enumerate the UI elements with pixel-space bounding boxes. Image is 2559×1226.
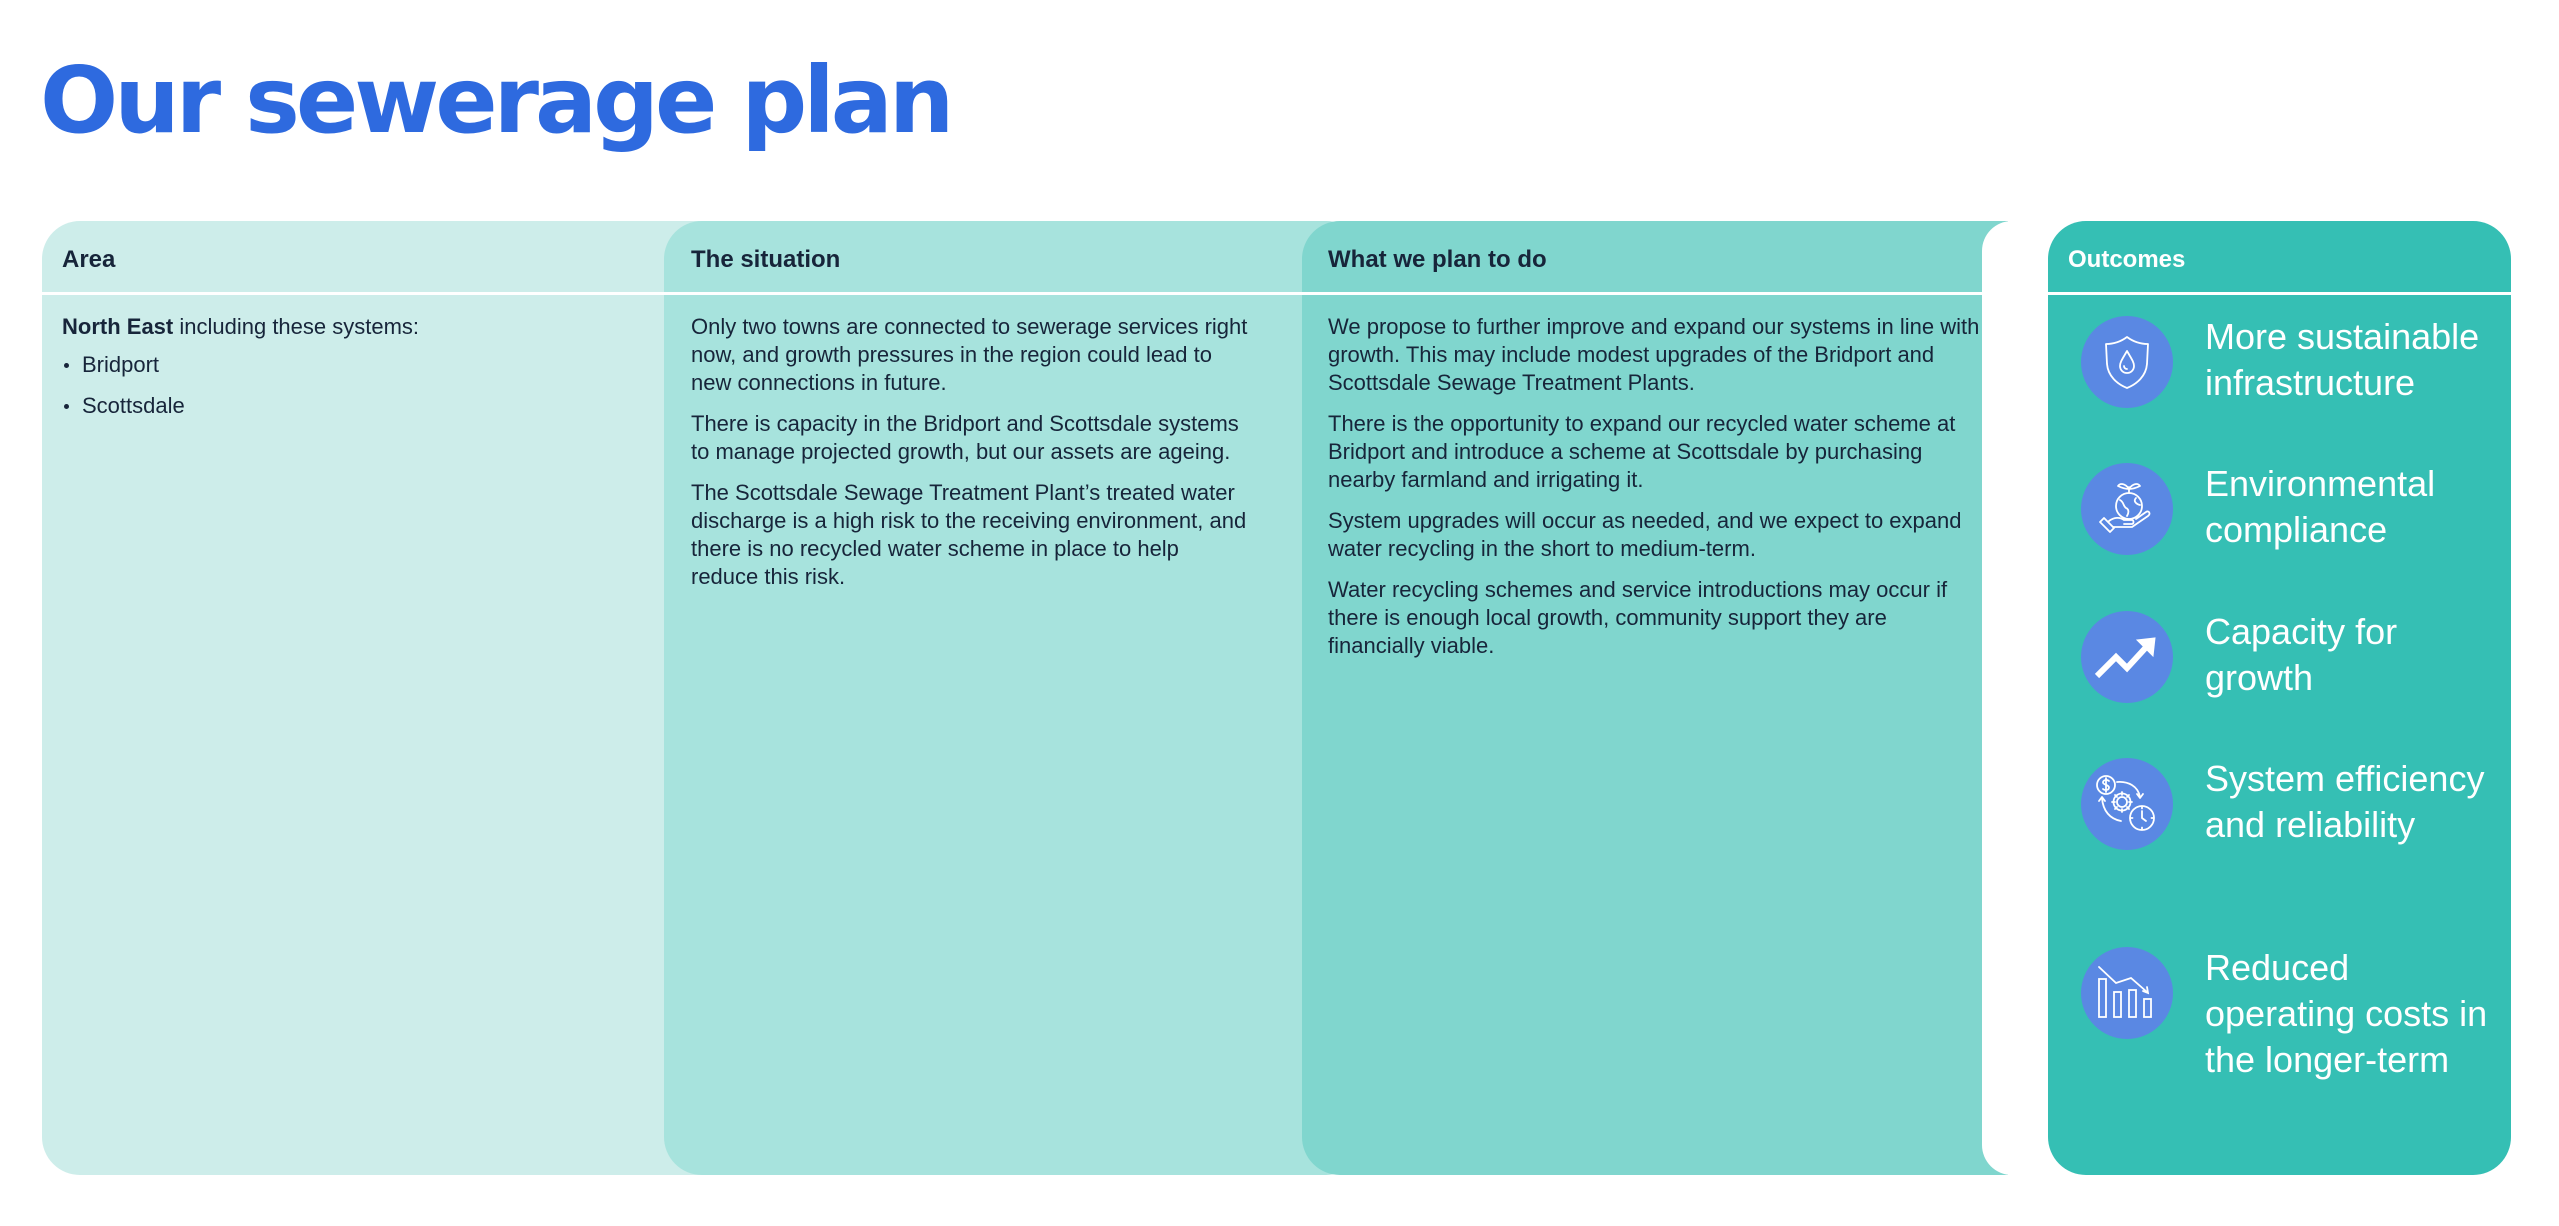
area-header: Area [42, 221, 742, 295]
plan-column [1302, 221, 2008, 1175]
outcome-label: More sustainable infrastructure [2205, 316, 2480, 403]
situation-column [664, 221, 1364, 1175]
situation-paragraph: There is capacity in the Bridport and Scottsdale systems to manage projected growth, but our assets are ageing. [691, 411, 1239, 464]
outcome-label: Reduced operating costs in the longer-term [2205, 947, 2488, 1080]
area-column [42, 221, 742, 1175]
plan-paragraph: There is the opportunity to expand our recycled water scheme at Bridport and introduce a scheme at Scottsdale by purchasing nearby farmland and irrigating it. [1328, 411, 1956, 492]
situation-paragraph: Only two towns are connected to sewerage services right now, and growth pressures in the region could lead to new connections in future. [691, 314, 1248, 395]
area-intro [62, 313, 722, 341]
money-gear-clock-cycle-icon [2081, 758, 2173, 850]
outcomes-header: Outcomes [2048, 221, 2511, 295]
column-gap-divider [1982, 221, 2050, 1175]
area-systems-list [62, 351, 722, 420]
plan-paragraph: We propose to further improve and expand our systems in line with growth. This may include modest upgrades of the Bridport and Scottsdale Sewage Treatment Plants. [1328, 314, 1980, 395]
hand-holding-globe-sprout-icon [2081, 463, 2173, 555]
trend-up-arrow-icon [2081, 611, 2173, 703]
plan-paragraph: Water recycling schemes and service introductions may occur if there is enough local growth, community support they are financially viable. [1328, 577, 1948, 658]
list-item-system: Bridport [62, 351, 722, 379]
outcome-label: System efficiency and reliability [2205, 758, 2485, 845]
area-body [42, 295, 742, 420]
area-region-name: North East [62, 314, 174, 339]
outcome-label: Capacity for growth [2205, 611, 2398, 698]
outcomes-panel [2048, 221, 2511, 1175]
page-title: Our sewerage plan [40, 47, 951, 154]
situation-body [664, 295, 1271, 591]
area-intro-rest: including these systems: [173, 314, 420, 339]
plan-body [1302, 295, 2008, 660]
outcome-label: Environmental compliance [2205, 463, 2436, 550]
plan-paragraph: System upgrades will occur as needed, and we expect to expand water recycling in the short to medium-term. [1328, 508, 1962, 561]
situation-paragraph: The Scottsdale Sewage Treatment Plant’s treated water discharge is a high risk to the receiving environment, and there is no recycled water scheme in place to help reduce this risk. [691, 480, 1247, 589]
plan-header: What we plan to do [1302, 221, 2008, 295]
situation-header: The situation [664, 221, 1364, 295]
list-item-system: Scottsdale [62, 392, 722, 420]
bar-chart-decreasing-icon [2081, 947, 2173, 1039]
shield-water-drop-icon [2081, 316, 2173, 408]
